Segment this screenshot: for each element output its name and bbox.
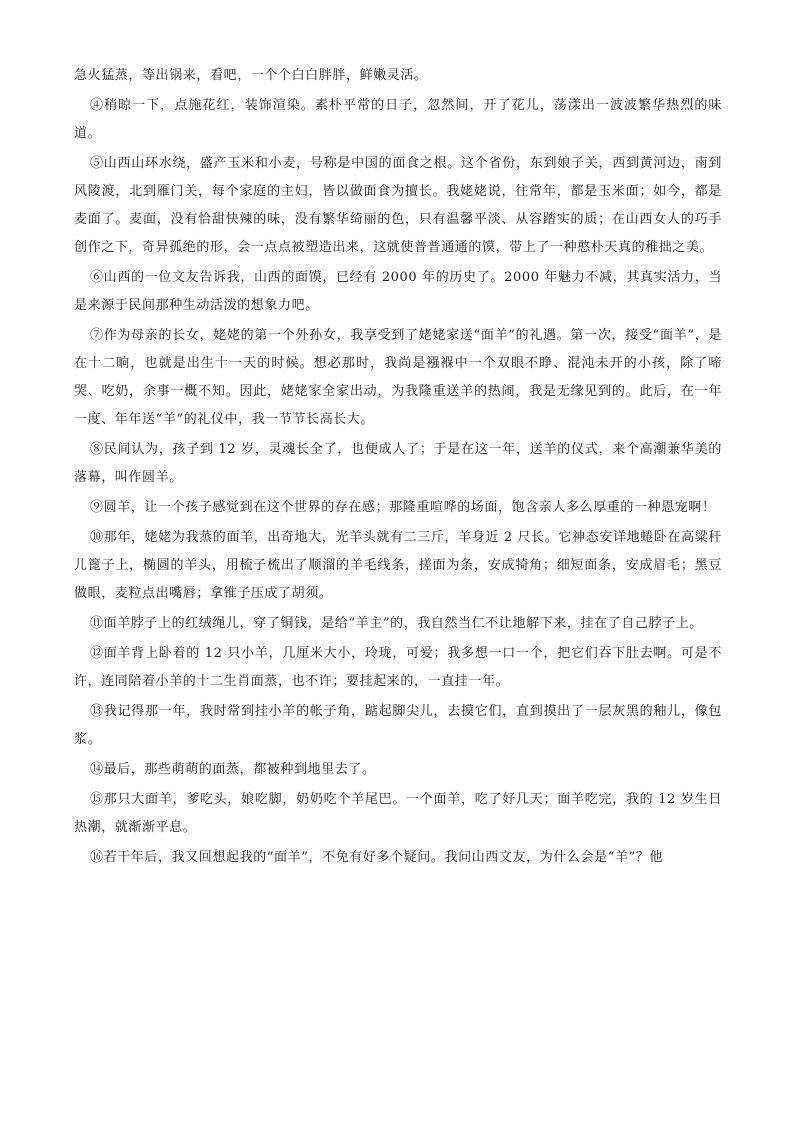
paragraph-12: ⑫面羊背上卧着的 12 只小羊，几厘米大小，玲珑，可爱；我多想一口一个，把它们吞下肚去啊。可是不许，连同陪着小羊的十二生肖面蒸，也不许；要挂起来的，一直挂一年。 — [74, 646, 722, 689]
paragraph-9: ⑨圆羊，让一个孩子感觉到在这个世界的存在感；那隆重喧哗的场面，饱含亲人多么厚重的一种恩宠啊！ — [90, 500, 716, 515]
document-page — [74, 62, 722, 874]
paragraph-continuation: 急火猛蒸，等出锅来，看吧，一个个白白胖胖，鲜嫩灵活。 — [74, 68, 428, 83]
paragraph-14: ⑭最后，那些萌萌的面蒸，都被种到地里去了。 — [90, 762, 376, 777]
paragraph-16: ⑯若干年后，我又回想起我的“面羊”，不免有好多个疑问。我问山西文友，为什么会是“羊”？他 — [90, 850, 663, 865]
paragraph-6: ⑥山西的一位文友告诉我，山西的面馍，已经有 2000 年的历史了。2000 年魅力不减，其真实活力，当是来源于民间那种生动活泼的想象力吧。 — [74, 270, 722, 313]
paragraph-4: ④稍晾一下，点施花红，装饰渲染。素朴平常的日子，忽然间，开了花儿，荡漾出一波波繁华热烈的味道。 — [74, 98, 722, 141]
paragraph-8: ⑧民间认为，孩子到 12 岁，灵魂长全了，也便成人了；于是在这一年，送羊的仪式，来个高潮兼华美的落幕，叫作圆羊。 — [74, 442, 722, 485]
paragraph-15: ⑮那只大面羊，爹吃头，娘吃脚，奶奶吃个羊尾巴。一个面羊，吃了好几天；面羊吃完，我的 12 岁生日热潮，就渐渐平息。 — [74, 792, 722, 835]
paragraph-7: ⑦作为母亲的长女，姥姥的第一个外孙女，我享受到了姥姥家送“面羊”的礼遇。第一次，接受“面羊”，是在十二晌，也就是出生十一天的时候。想必那时，我尚是襁褓中一个双眼不睁、混沌未开的小孩，除了啼哭、吃奶，余事一概不知。因此，姥姥家全家出动，为我隆重送羊的热闹，我是无缘见到的。此后，在一年一度、年年送“羊”的礼仪中，我一节节长高长大。 — [74, 328, 722, 427]
paragraph-13: ⑬我记得那一年，我时常到挂小羊的帐子角，踮起脚尖儿，去摸它们，直到摸出了一层灰黑的釉儿，像包浆。 — [74, 704, 722, 747]
paragraph-11: ⑪面羊脖子上的红绒绳儿，穿了铜钱，是给“羊主”的，我自然当仁不让地解下来，挂在了自己脖子上。 — [90, 616, 703, 631]
paragraph-10: ⑩那年，姥姥为我蒸的面羊，出奇地大，光羊头就有二三斤，羊身近 2 尺长。它神态安详地蜷卧在高粱秆儿篦子上，椭圆的羊头，用梳子梳出了顺溜的羊毛线条，搓面为条，安成犄角；细短面条，安成眉毛；黑豆做眼，麦粒点出嘴唇；拿锥子压成了胡须。 — [74, 530, 722, 601]
paragraph-5: ⑤山西山环水绕，盛产玉米和小麦，号称是中国的面食之根。这个省份，东到娘子关，西到黄河边，南到风陵渡，北到雁门关，每个家庭的主妇，皆以做面食为擅长。我姥姥说，往常年，都是玉米面；如今，都是麦面了。麦面，没有恰甜快辣的味，没有繁华绮丽的色，只有温馨平淡、从容踏实的质；在山西女人的巧手创作之下，奇异孤绝的形，会一点点被塑造出来，这就使普普通通的馍，带上了一种憨朴天真的稚拙之美。 — [74, 156, 722, 255]
